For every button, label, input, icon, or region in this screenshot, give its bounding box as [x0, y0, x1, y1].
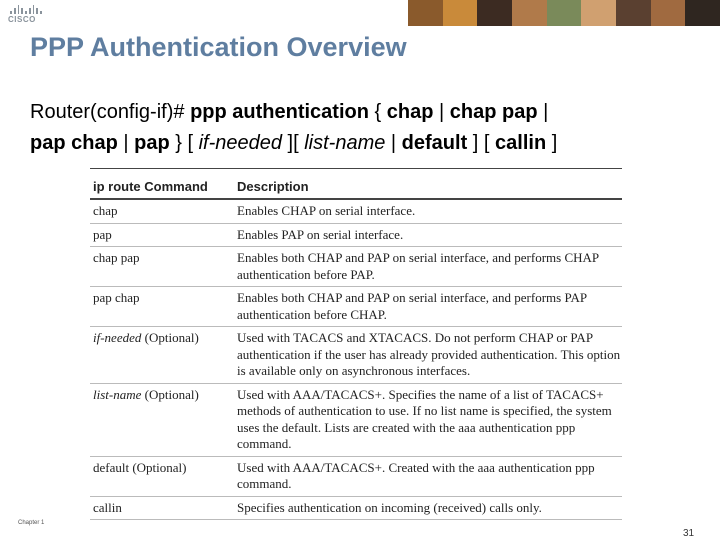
cisco-logo	[8, 5, 42, 23]
command-name: list-name	[93, 386, 142, 402]
command-name: callin	[93, 499, 122, 515]
command-suffix: (Optional)	[141, 386, 199, 402]
command-table	[90, 168, 622, 520]
option-list-name: list-name	[304, 132, 386, 154]
table-row	[90, 247, 622, 287]
description-cell: Specifies authentication on incoming (received) calls only.	[237, 499, 542, 515]
command-prefix: Router(config-if)#	[30, 101, 191, 123]
description-cell: Used with AAA/TACACS+. Created with the aaa authentication ppp command.	[237, 459, 595, 491]
table-row	[90, 497, 622, 521]
command-name: pap	[93, 226, 112, 242]
header-command: ip route Command	[93, 178, 208, 194]
command-name: chap pap	[93, 250, 140, 265]
option-chap: chap	[386, 101, 434, 123]
header-photo-strip	[408, 0, 720, 26]
header-photo	[581, 0, 616, 26]
syntax-bracket: ]	[546, 132, 558, 154]
header-photo	[443, 0, 478, 26]
slide-title: PPP Authentication Overview	[30, 32, 407, 62]
table-row	[90, 200, 622, 224]
syntax-pipe: |	[385, 132, 402, 154]
syntax-bracket: ] [	[467, 132, 496, 154]
table-row	[90, 384, 622, 457]
command-cell	[90, 330, 234, 380]
syntax-bracket: ][	[281, 132, 305, 154]
table-header	[90, 168, 622, 200]
header-photo	[651, 0, 686, 26]
command-cell	[90, 387, 234, 453]
page-number: 31	[683, 528, 695, 539]
syntax-pipe: |	[117, 132, 135, 154]
command-cell	[90, 460, 234, 493]
command-name: if-needed	[93, 330, 142, 345]
description-cell: Enables PAP on serial interface.	[237, 226, 404, 242]
command-name: chap	[93, 203, 118, 218]
command-name: pap chap	[93, 290, 140, 305]
header-photo	[408, 0, 443, 26]
description-cell: Enables both CHAP and PAP on serial interface, and performs CHAP authentication before PAP.	[237, 250, 599, 282]
option-callin: callin	[495, 132, 547, 154]
chapter-label: Chapter 1	[18, 520, 45, 526]
command-syntax	[30, 97, 700, 159]
cisco-bars-icon	[10, 5, 42, 14]
table-row	[90, 327, 622, 384]
syntax-bracket: } [	[169, 132, 199, 154]
description-cell: Enables CHAP on serial interface.	[237, 203, 416, 218]
syntax-pipe: |	[537, 101, 549, 123]
option-if-needed: if-needed	[198, 132, 282, 154]
header-photo	[477, 0, 512, 26]
logo-text: CISCO	[8, 15, 36, 24]
description-cell: Enables both CHAP and PAP on serial interface, and performs PAP authentication before CHAP.	[237, 290, 587, 322]
command-name: default (Optional)	[93, 459, 187, 475]
table-row	[90, 224, 622, 248]
syntax-pipe: |	[433, 101, 450, 123]
command-cell	[90, 250, 234, 283]
option-pap: pap	[134, 132, 170, 154]
table-row	[90, 457, 622, 497]
header-photo	[616, 0, 651, 26]
command-cell	[90, 290, 234, 323]
header-photo	[512, 0, 547, 26]
command-suffix: (Optional)	[141, 330, 199, 345]
option-pap-chap: pap chap	[30, 132, 118, 154]
header-photo	[547, 0, 582, 26]
command-cell	[90, 203, 234, 220]
description-cell: Used with AAA/TACACS+. Specifies the name of a list of TACACS+ methods of authentication to use. If no list name is specified, the system uses the default. Lists are created with the aaa authentication ppp command.	[237, 386, 612, 451]
command-keyword: ppp authentication	[190, 101, 369, 123]
table-body	[90, 200, 622, 520]
command-cell	[90, 500, 234, 517]
syntax-brace: {	[368, 101, 387, 123]
option-default: default	[401, 132, 468, 154]
description-cell: Used with TACACS and XTACACS. Do not perform CHAP or PAP authentication if the user has already provided authentication. This option is available only on asynchronous interfaces.	[237, 330, 621, 378]
command-cell	[90, 227, 234, 244]
table-row	[90, 287, 622, 327]
header-description: Description	[237, 178, 309, 194]
header-photo	[685, 0, 720, 26]
option-chap-pap: chap pap	[449, 101, 538, 123]
